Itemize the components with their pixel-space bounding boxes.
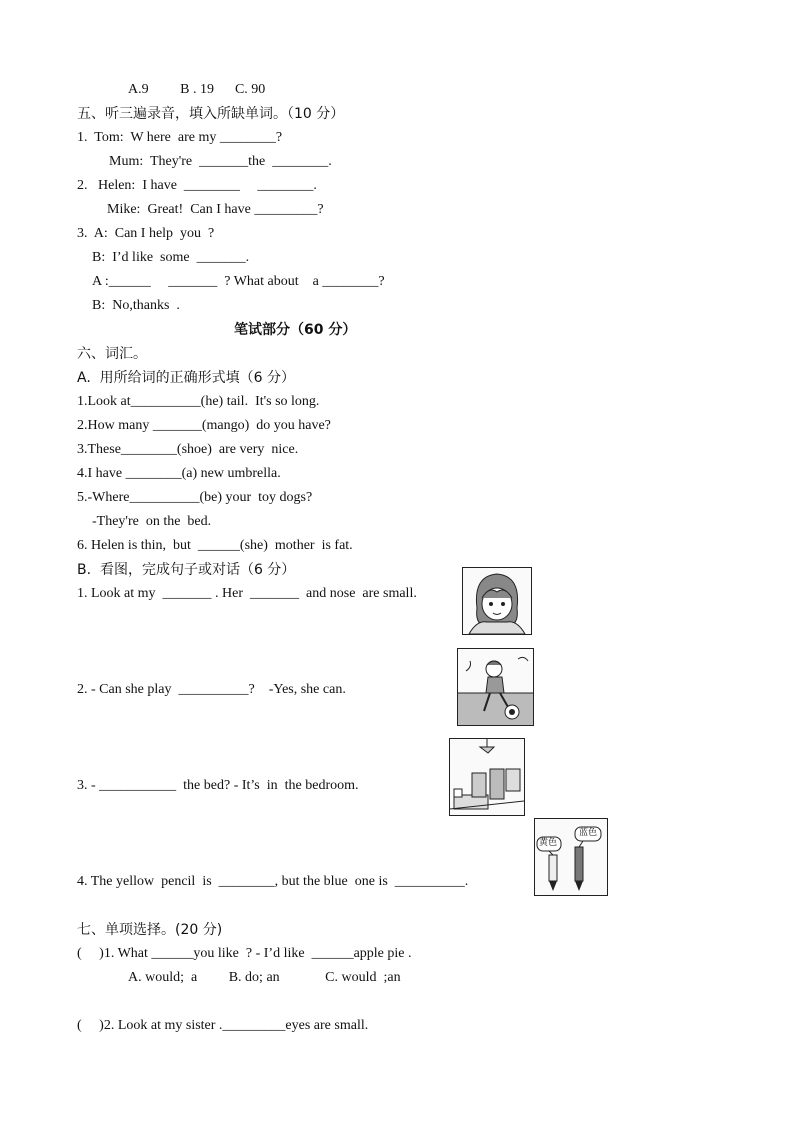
vocab-a-q5-line1: 5.-Where__________(be) your toy dogs? — [77, 490, 313, 505]
listening-q3-line2: B: I’d like some _______. — [92, 250, 250, 265]
listening-q3-line4: B: No,thanks . — [92, 298, 180, 313]
listening-q3-line3: A :______ _______ ? What about a ________? — [92, 274, 385, 289]
listening-q3-line1: 3. A: Can I help you ? — [77, 226, 215, 241]
picture-q2: 2. - Can she play __________? -Yes, she can. — [77, 682, 346, 697]
section-6-heading: 六、词汇。 — [77, 346, 147, 362]
section-7-heading: 七、单项选择。(20 分) — [77, 922, 223, 938]
picture-q3: 3. - ___________ the bed? - It’s in the bedroom. — [77, 778, 359, 793]
q-options-line: A.9 B . 19 C. 90 — [128, 82, 266, 97]
pencils-picture — [534, 818, 608, 896]
vocab-a-q1: 1.Look at__________(he) tail. It's so long. — [77, 394, 320, 409]
vocab-a-q2: 2.How many _______(mango) do you have? — [77, 418, 331, 433]
choice-q1: ( )1. What ______you like ? - I’d like ______apple pie . — [77, 946, 412, 961]
vocab-a-q3: 3.These________(shoe) are very nice. — [77, 442, 299, 457]
section-5-heading: 五、听三遍录音，填入所缺单词。（10 分） — [77, 106, 345, 122]
pencil-label-blue: 蓝色 — [579, 828, 598, 838]
choice-q1-options: A. would; a B. do; an C. would ;an — [128, 970, 401, 985]
picture-q1: 1. Look at my _______ . Her _______ and nose are small. — [77, 586, 417, 601]
listening-q2-line1: 2. Helen: I have ________ ________. — [77, 178, 317, 193]
vocab-a-q6: 6. Helen is thin, but ______(she) mother is fat. — [77, 538, 353, 553]
bedroom-picture — [449, 738, 525, 816]
vocab-a-q5-line2: -They're on the bed. — [92, 514, 212, 529]
listening-q2-line2: Mike: Great! Can I have _________? — [107, 202, 324, 217]
vocab-a-q4: 4.I have ________(a) new umbrella. — [77, 466, 281, 481]
pencil-label-yellow: 黄色 — [539, 838, 558, 848]
girl-football-picture — [457, 648, 534, 726]
girl-face-picture — [462, 567, 532, 635]
part-b-heading: B. 看图，完成句子或对话（6 分） — [77, 562, 296, 578]
choice-q2: ( )2. Look at my sister ._________eyes are small. — [77, 1018, 369, 1033]
listening-q1-line1: 1. Tom: W here are my ________? — [77, 130, 283, 145]
listening-q1-line2: Mum: They're _______the ________. — [109, 154, 332, 169]
written-part-title: 笔试部分（60 分） — [234, 322, 357, 338]
picture-q4: 4. The yellow pencil is ________, but the blue one is __________. — [77, 874, 469, 889]
part-a-heading: A. 用所给词的正确形式填（6 分） — [77, 370, 296, 386]
